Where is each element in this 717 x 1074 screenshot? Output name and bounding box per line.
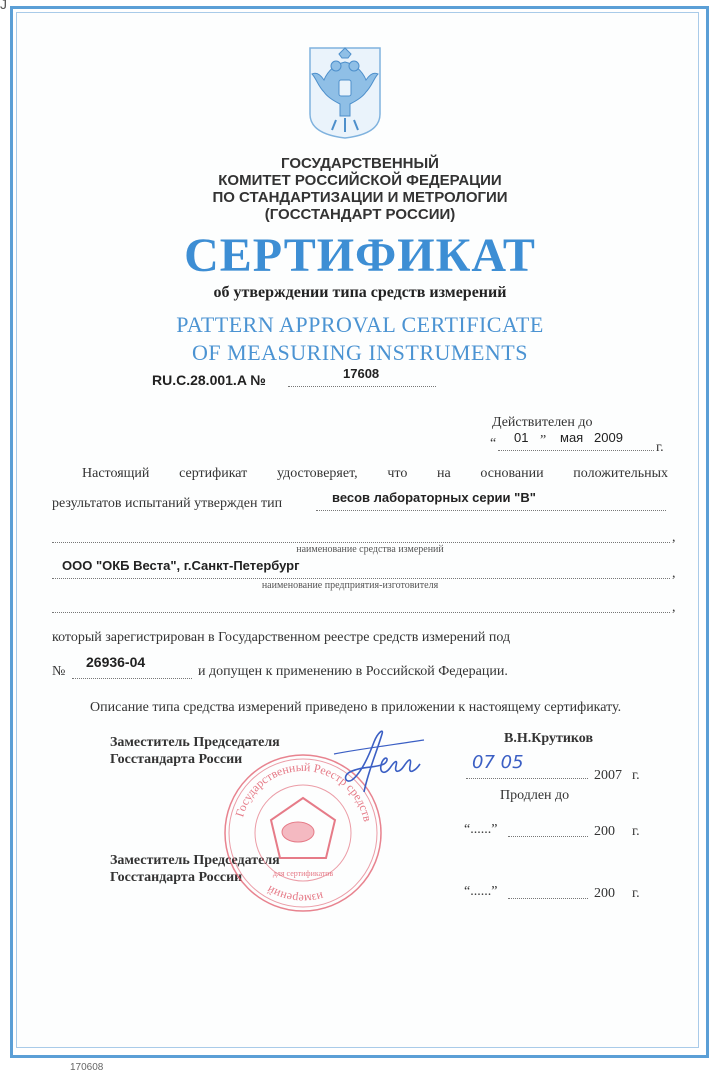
certificate-number: 17608: [343, 366, 380, 381]
deputy-2-title-line-2: Госстандарта России: [110, 870, 243, 885]
top-corner-mark: J: [0, 0, 7, 12]
extension-1-year: 200: [594, 824, 615, 839]
deputy-1-title-line-1: Заместитель Председателя: [110, 735, 280, 750]
extended-label: Продлен до: [500, 788, 570, 803]
certificate-prefix: RU.C.28.001.A №: [152, 372, 266, 388]
manufacturer-continuation-comma: ,: [672, 600, 676, 615]
stamp-center-label: для сертификатов: [272, 869, 334, 878]
svg-text:измерений: [264, 883, 325, 907]
deputy-2-title-line-1: Заместитель Председателя: [110, 853, 280, 868]
english-title-line-1: PATTERN APPROVAL CERTIFICATE: [176, 312, 544, 337]
description-line: Описание типа средства измерений приведено в приложении к настоящему сертификату.: [90, 700, 622, 715]
signed-year-suffix: г.: [632, 768, 640, 783]
body-paragraph-line-1: Настоящий сертификат удостоверяет, что на основании положительных: [82, 466, 668, 481]
certificate-subtitle: об утверждении типа средств измерений: [213, 284, 507, 301]
agency-line-1: ГОСУДАРСТВЕННЫЙ: [281, 155, 439, 172]
validity-day: 01: [514, 430, 529, 445]
double-headed-eagle-emblem-icon: [306, 44, 384, 140]
registry-number: 26936-04: [86, 654, 146, 670]
manufacturer: ООО "ОКБ Веста", г.Санкт-Петербург: [62, 558, 300, 573]
instrument-comma: ,: [672, 530, 676, 545]
instrument-continuation-line: [52, 528, 670, 543]
signer-name: В.Н.Крутиков: [504, 731, 594, 746]
validity-month: мая: [560, 430, 584, 445]
validity-label: Действителен до: [492, 415, 593, 430]
manufacturer-continuation-line: [52, 598, 670, 613]
registry-line: который зарегистрирован в Государственном реестре средств измерений под: [52, 630, 511, 645]
validity-close-quote: ”: [540, 433, 547, 448]
stamp-ring-top-text: Государственный Реестр средств: [232, 759, 375, 823]
extension-1-suffix: г.: [632, 824, 640, 839]
extension-2-suffix: г.: [632, 886, 640, 901]
validity-open-quote: “: [490, 436, 497, 451]
validity-suffix: г.: [656, 440, 664, 455]
signed-date-handwritten: 07 05: [472, 752, 524, 773]
agency-line-3: ПО СТАНДАРТИЗАЦИИ И МЕТРОЛОГИИ: [212, 189, 508, 206]
agency-line-2: КОМИТЕТ РОССИЙСКОЙ ФЕДЕРАЦИИ: [218, 172, 502, 189]
extension-2-line: [508, 884, 588, 899]
signed-year: 2007: [594, 768, 622, 783]
instrument-type: весов лабораторных серии "В": [332, 490, 536, 505]
manufacturer-comma: ,: [672, 566, 676, 581]
extension-1-quotes: “......”: [464, 822, 498, 837]
deputy-1-title-line-2: Госстандарта России: [110, 752, 243, 767]
extension-2-quotes: “......”: [464, 884, 498, 899]
stamp-ring-bottom-text: измерений: [264, 882, 325, 907]
caption-manufacturer: наименование предприятия-изготовителя: [261, 580, 439, 591]
extension-1-line: [508, 822, 588, 837]
agency-line-4: (ГОССТАНДАРТ РОССИИ): [264, 206, 456, 223]
handwritten-signature: [324, 724, 444, 798]
extension-2-year: 200: [594, 886, 615, 901]
certificate-title: СЕРТИФИКАТ: [184, 229, 536, 282]
body-paragraph-line-2: результатов испытаний утвержден тип: [52, 496, 283, 511]
english-title-line-2: OF MEASURING INSTRUMENTS: [192, 340, 528, 365]
validity-year: 2009: [594, 430, 623, 445]
caption-instrument: наименование средства измерений: [296, 544, 444, 555]
registry-suffix: и допущен к применению в Российской Федерации.: [198, 664, 508, 679]
footer-number: 170608: [70, 1062, 104, 1073]
registry-no-sign: №: [52, 664, 66, 679]
